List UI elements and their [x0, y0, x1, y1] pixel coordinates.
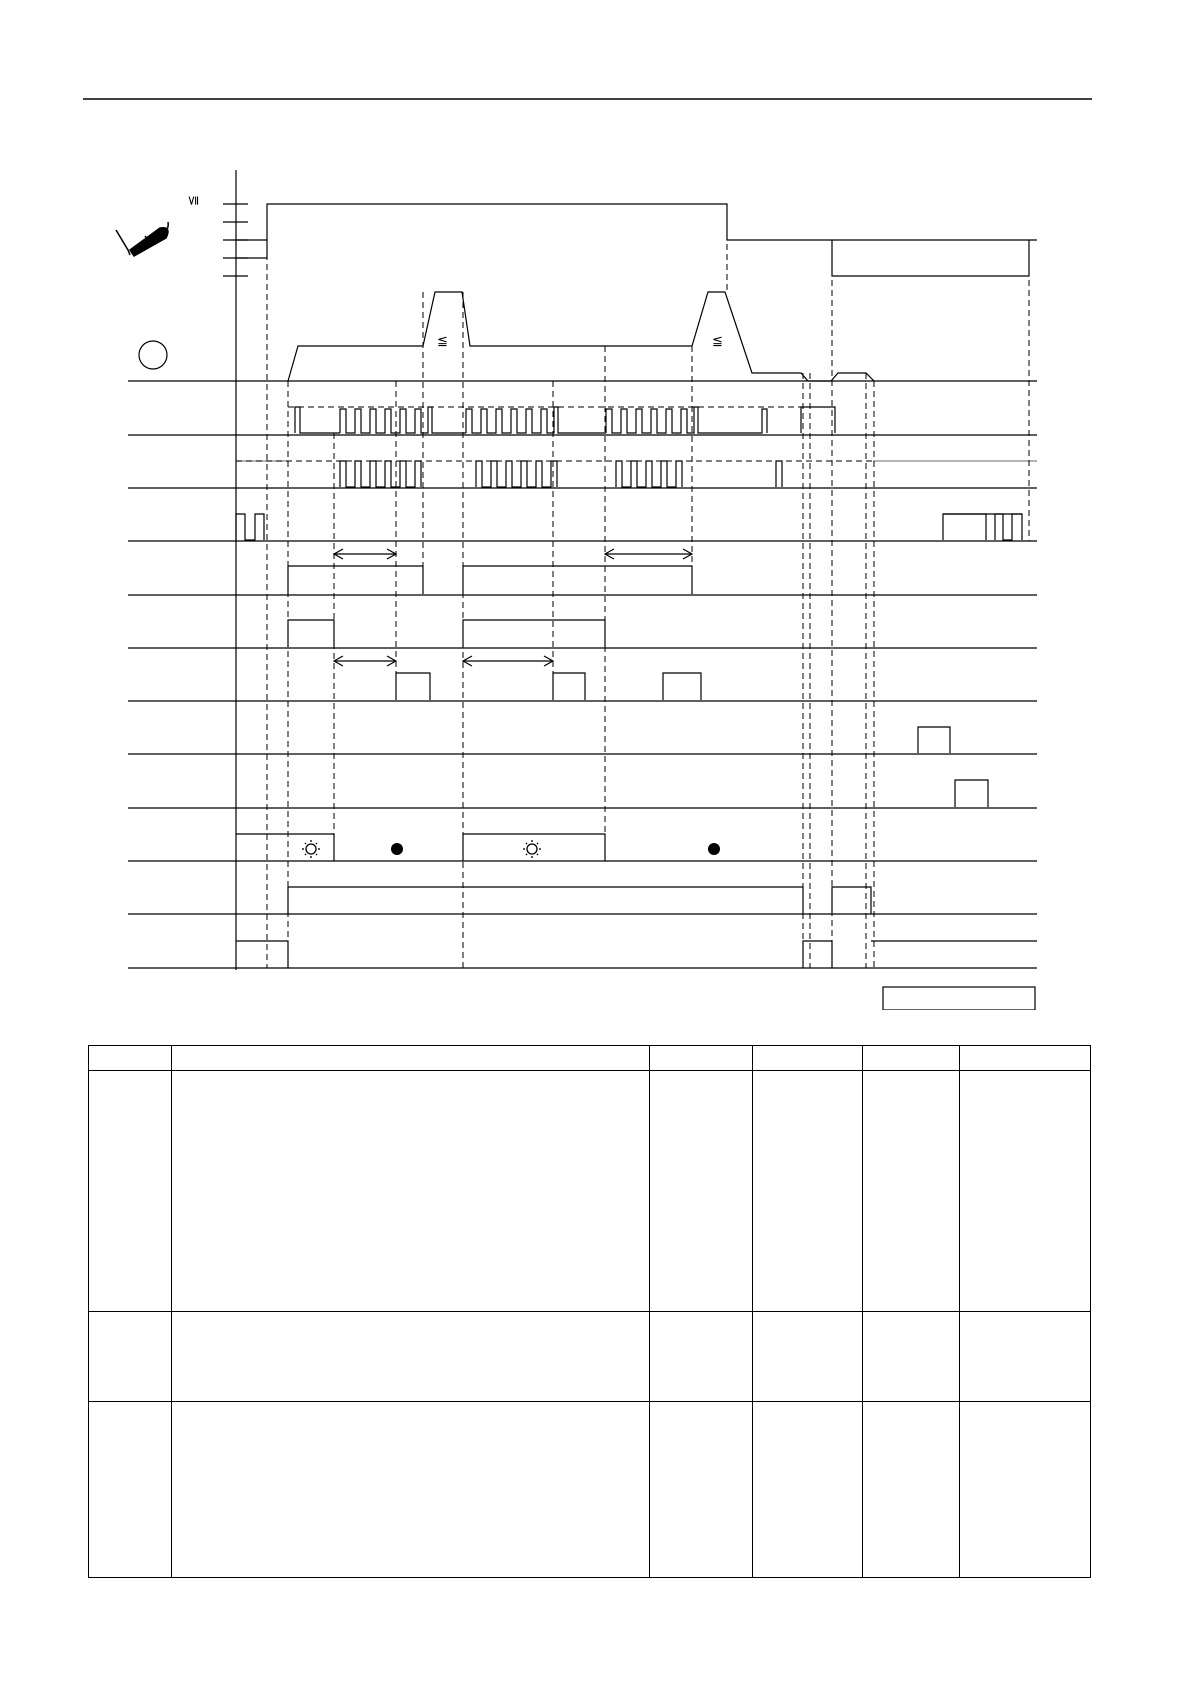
table-cell — [89, 1071, 172, 1312]
max-mark-1: ≦ — [437, 334, 448, 349]
row10-signal — [288, 887, 803, 914]
table-row — [89, 1401, 1091, 1577]
pressure-trace — [288, 292, 874, 381]
sun-icon — [523, 840, 541, 858]
table-header-cell — [863, 1046, 960, 1071]
table-cell — [650, 1401, 753, 1577]
row7-signal — [918, 727, 950, 753]
table-header-cell — [650, 1046, 753, 1071]
dot-icon — [708, 843, 720, 855]
circle-icon — [139, 341, 167, 369]
table-header-cell — [172, 1046, 650, 1071]
table-cell — [650, 1311, 753, 1401]
lever-trace — [236, 204, 1037, 258]
row8-signal — [955, 780, 988, 807]
table-cell — [960, 1071, 1091, 1312]
table-row — [89, 1311, 1091, 1401]
table-cell — [650, 1071, 753, 1312]
max-mark-top: ≦ — [186, 195, 201, 206]
row5-signal — [288, 620, 334, 647]
table-cell — [172, 1401, 650, 1577]
table-cell — [753, 1401, 863, 1577]
table-header-cell — [89, 1046, 172, 1071]
guide-lines — [236, 204, 1029, 968]
spec-table — [88, 1045, 1091, 1578]
table-cell — [89, 1311, 172, 1401]
pulse-train-3 — [236, 514, 1022, 540]
table-row — [89, 1071, 1091, 1312]
pulse-train-1 — [295, 407, 835, 433]
pulse-train-2 — [236, 461, 1037, 487]
spec-table-area — [88, 1045, 1090, 1578]
table-cell — [172, 1071, 650, 1312]
table-cell — [960, 1311, 1091, 1401]
row4-signal — [288, 566, 423, 594]
table-cell — [89, 1401, 172, 1577]
table-cell — [172, 1311, 650, 1401]
table-cell — [753, 1311, 863, 1401]
table-header-cell — [960, 1046, 1091, 1071]
row9-signal — [236, 834, 334, 861]
table-cell — [863, 1071, 960, 1312]
row11-signal — [236, 941, 288, 968]
table-header-cell — [753, 1046, 863, 1071]
max-mark-2: ≦ — [712, 334, 723, 349]
hand-pump-icon — [116, 222, 168, 256]
sun-icon — [302, 840, 320, 858]
dot-icon — [391, 843, 403, 855]
table-header-row — [89, 1046, 1091, 1071]
table-cell — [960, 1401, 1091, 1577]
table-cell — [863, 1311, 960, 1401]
table-cell — [863, 1401, 960, 1577]
legend-box — [883, 987, 1035, 1010]
row6-signal — [396, 673, 430, 700]
table-cell — [753, 1071, 863, 1312]
